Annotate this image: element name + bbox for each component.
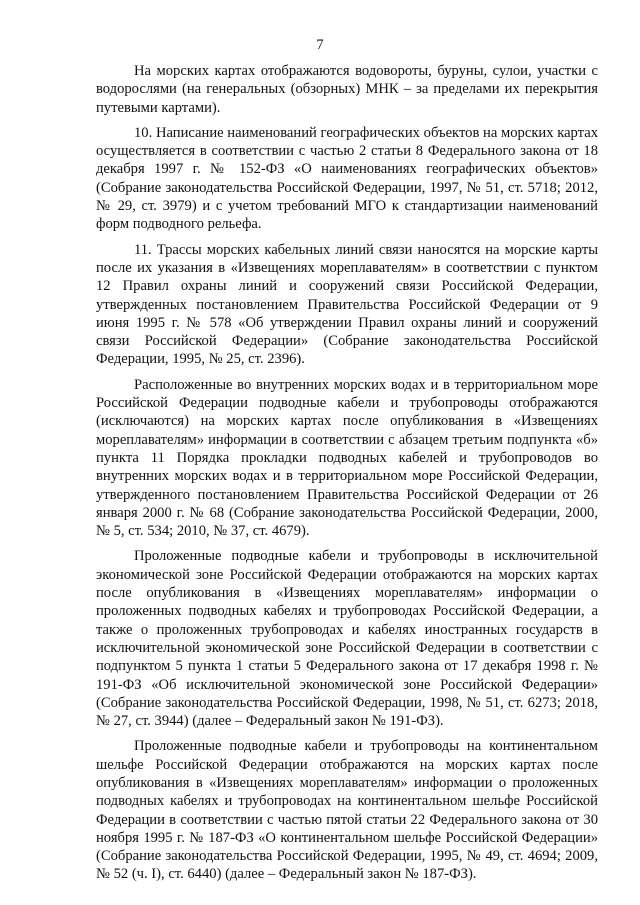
paragraph-whirlpools: На морских картах отображаются водовороты, буруны, сулои, участки с водорослями (на генеральных (обзорных) МНК – за пределами их перекрытия путевыми картами). (96, 63, 598, 116)
paragraph-exclusive-economic-zone: Проложенные подводные кабели и трубопроводы в исключительной экономической зоне Российской Федерации отображаются на морских картах после опубликования в «Извещениях мореплавателям» информации о проложенных подводных кабелях и трубопроводах Российской Федерации, а также о проложенных трубопроводах и кабелях иностранных государств в исключительной экономической зоне Российской Федерации в соответствии с подпунктом 5 пункта 1 статьи 5 Федерального закона от 17 декабря 1998 г. № 191-ФЗ «Об исключительной экономической зоне Российской Федерации» (Собрание законодательства Российской Федерации, 1998, № 51, ст. 6273; 2018, № 27, ст. 3944) (далее – Федеральный закон № 191-ФЗ). (96, 548, 598, 730)
document-body (96, 62, 598, 884)
paragraph-11-cable-lines: 11. Трассы морских кабельных линий связи наносятся на морские карты после их указания в «Извещениях мореплавателям» в соответствии с пунктом 12 Правил охраны линий и сооружений связи Российской Федерации, утвержденных постановлением Правительства Российской Федерации от 9 июня 1995 г. № 578 «Об утверждении Правил охраны линий и сооружений связи Российской Федерации» (Собрание законодательства Российской Федерации, 1995, № 25, ст. 2396). (96, 241, 598, 368)
paragraph-10-geographic-names: 10. Написание наименований географических объектов на морских картах осуществляется в соответствии с частью 2 статьи 8 Федерального закона от 18 декабря 1997 г. № 152-ФЗ «О наименованиях географических объектов» (Собрание законодательства Российской Федерации, 1997, № 51, ст. 5718; 2012, № 29, ст. 3979) и с учетом требований МГО к стандартизации наименований форм подводного рельефа. (96, 124, 598, 233)
paragraph-internal-waters-cables: Расположенные во внутренних морских водах и в территориальном море Российской Федерации подводные кабели и трубопроводы отображаются (исключаются) на морских картах после опубликования в «Извещениях мореплавателям» информации в соответствии с абзацем третьим подпункта «б» пункта 11 Порядка прокладки подводных кабелей и трубопроводов во внутренних морских водах и в территориальном море Российской Федерации, утвержденного постановлением Правительства Российской Федерации от 26 января 2000 г. № 68 (Собрание законодательства Российской Федерации, 2000, № 5, ст. 534; 2010, № 37, ст. 4679). (96, 376, 598, 540)
paragraph-continental-shelf: Проложенные подводные кабели и трубопроводы на континентальном шельфе Российской Федерации отображаются на морских картах после опубликования в «Извещениях мореплавателям» информации о проложенных подводных кабелях и трубопроводах на континентальном шельфе Российской Федерации в соответствии с частью пятой статьи 22 Федерального закона от 30 ноября 1995 г. № 187-ФЗ «О континентальном шельфе Российской Федерации» (Собрание законодательства Российской Федерации, 1995, № 49, ст. 4694; 2009, № 52 (ч. I), ст. 6440) (далее – Федеральный закон № 187-ФЗ). (96, 738, 598, 883)
page-number: 7 (316, 37, 324, 53)
